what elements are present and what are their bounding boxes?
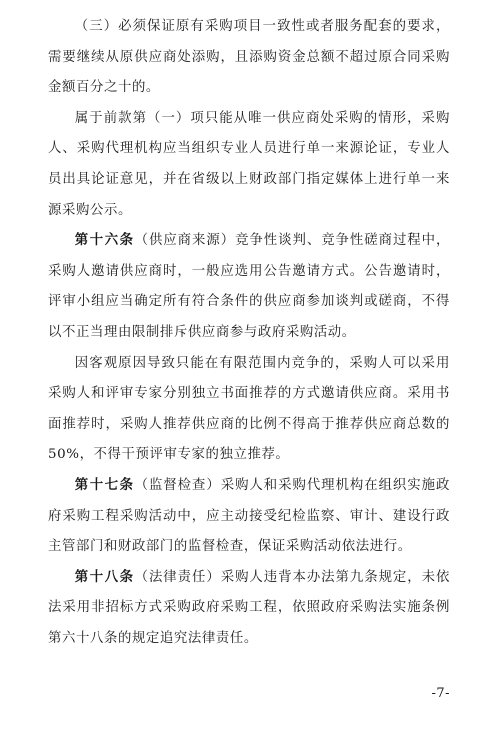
paragraph-limited-competition [48,349,450,471]
document-body [48,12,450,654]
paragraph-text: （三）必须保证原有采购项目一致性或者服务配套的要求，需要继续从原供应商处添购，且添购资金总额不超过原合同采购金额百分之十的。 [48,19,450,96]
article-18 [48,563,450,655]
article-17 [48,471,450,563]
article-topic: （法律责任） [134,569,221,585]
article-topic: （供应商来源） [134,233,236,249]
article-16 [48,226,450,348]
paragraph-single-source-demonstration [48,104,450,226]
article-heading: 第十七条 [74,477,135,493]
paragraph-text: 采购人违背本办法第九条规定，未依法采用非招标方式采购政府采购工程，依照政府采购法实施条例第六十八条的规定追究法律责任。 [48,569,450,646]
paragraph-text: 竞争性谈判、竞争性磋商过程中，采购人邀请供应商时，一般应选用公告邀请方式。公告邀请时，评审小组应当确定所有符合条件的供应商参加谈判或磋商，不得以不正当理由限制排斥供应商参与政府采购活动。 [48,233,450,340]
article-heading: 第十六条 [74,233,135,249]
article-topic: （监督检查） [134,477,221,493]
page-number: -7- [431,686,450,701]
paragraph-text: 采购人和采购代理机构在组织实施政府采购工程采购活动中，应主动接受纪检监察、审计、建设行政主管部门和财政部门的监督检查，保证采购活动依法进行。 [48,477,450,555]
paragraph-text: 因客观原因导致只能在有限范围内竞争的，采购人可以采用采购人和评审专家分别独立书面推荐的方式邀请供应商。采用书面推荐时，采购人推荐供应商的比例不得高于推荐供应商总数的50%，不得干预评审专家的独立推荐。 [48,355,450,463]
paragraph-text: 属于前款第（一）项只能从唯一供应商处采购的情形，采购人、采购代理机构应当组织专业人员进行单一来源论证，专业人员出具论证意见，并在省级以上财政部门指定媒体上进行单一来源采购公示。 [48,110,450,218]
article-heading: 第十八条 [74,569,135,585]
paragraph-item-three-condition [48,12,450,104]
